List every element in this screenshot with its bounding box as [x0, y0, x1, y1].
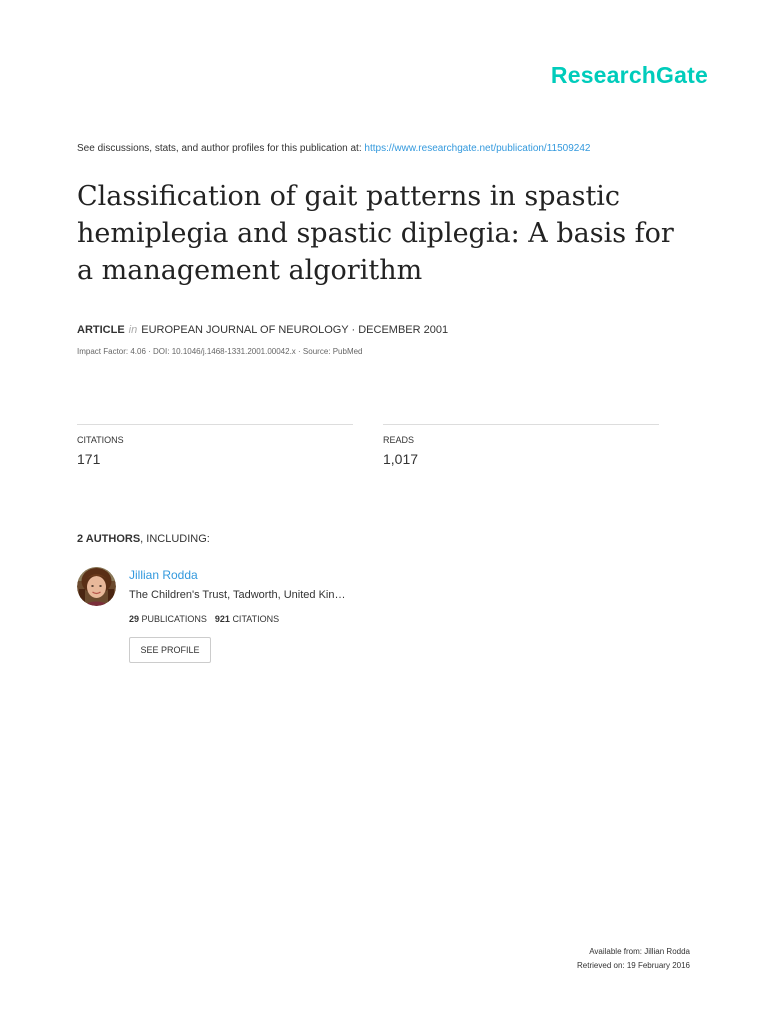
reads-label: READS — [383, 435, 415, 445]
see-profile-button[interactable]: SEE PROFILE — [129, 637, 211, 663]
citations-value: 171 — [77, 451, 101, 467]
publication-url-link[interactable]: https://www.researchgate.net/publication/11509242 — [364, 143, 591, 154]
author-citations-count: 921 — [214, 614, 230, 624]
available-from: Available from: Jillian Rodda — [589, 947, 690, 956]
publication-title: Classification of gait patterns in spastic hemiplegia and spastic diplegia: A basis for a management algorithm — [77, 181, 674, 286]
author-affiliation: The Children's Trust, Tadworth, United Kin… — [129, 589, 346, 601]
footer-info — [577, 945, 690, 973]
reads-value: 1,017 — [383, 451, 419, 467]
in-word: in — [128, 324, 138, 336]
discussion-line — [77, 143, 590, 154]
publication-sub-meta: Impact Factor: 4.06 · DOI: 10.1046/j.1468-1331.2001.00042.x · Source: PubMed — [77, 347, 363, 356]
authors-heading — [77, 533, 210, 545]
citations-stat — [77, 424, 353, 467]
author-citations-label: CITATIONS — [232, 614, 280, 624]
authors-count: 2 AUTHORS — [77, 533, 141, 545]
author-card — [77, 567, 477, 677]
journal-date: EUROPEAN JOURNAL OF NEUROLOGY · DECEMBER 2001 — [141, 324, 449, 336]
researchgate-logo[interactable]: ResearchGate — [550, 62, 708, 88]
reads-stat — [383, 424, 659, 467]
publication-type: ARTICLE — [77, 324, 125, 336]
discussion-prefix: See discussions, stats, and author profiles for this publication at: — [77, 143, 362, 154]
author-name-link[interactable]: Jillian Rodda — [129, 568, 198, 582]
authors-including: , INCLUDING: — [140, 533, 210, 545]
author-stats — [129, 614, 279, 624]
author-avatar-icon[interactable] — [77, 567, 116, 606]
citations-label: CITATIONS — [77, 435, 124, 445]
publication-meta — [77, 324, 448, 336]
author-publications-count: 29 — [129, 614, 140, 624]
author-publications-label: PUBLICATIONS — [141, 614, 207, 624]
retrieved-on: Retrieved on: 19 February 2016 — [577, 961, 690, 970]
